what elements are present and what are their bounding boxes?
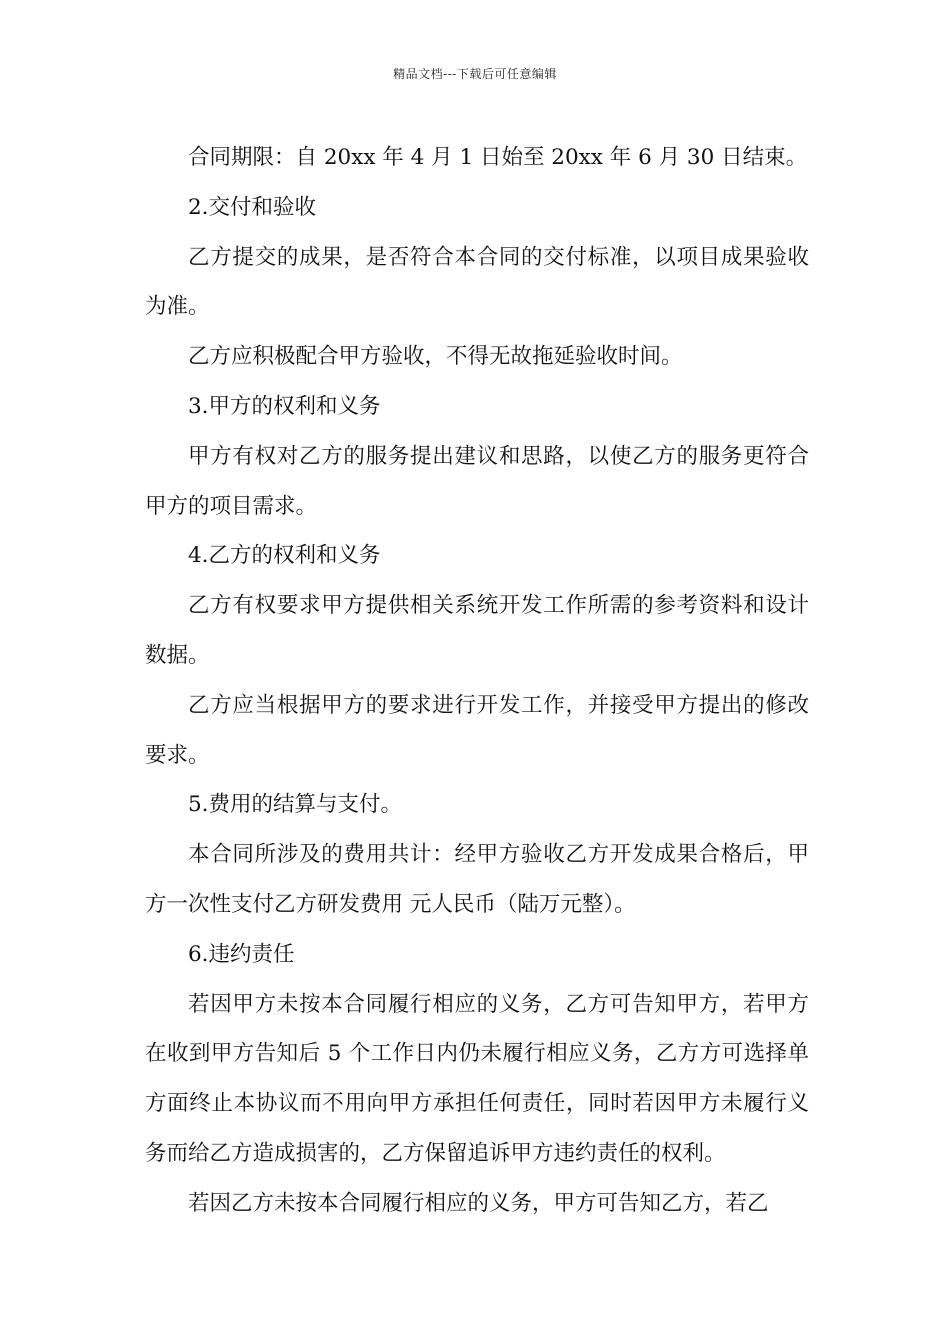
heading-party-b-rights: 4.乙方的权利和义务 xyxy=(188,543,381,569)
document-body xyxy=(145,133,809,1229)
heading-party-a-rights: 3.甲方的权利和义务 xyxy=(188,393,381,419)
paragraph-party-a-rights: 甲方有权对乙方的服务提出建议和思路，以使乙方的服务更符合甲方的项目需求。 xyxy=(145,443,809,519)
paragraph-acceptance-cooperation: 乙方应积极配合甲方验收，不得无故拖延验收时间。 xyxy=(188,344,683,370)
paragraph-contract-term: 合同期限：自 20xx 年 4 月 1 日始至 20xx 年 6 月 30 日结束。 xyxy=(188,145,808,170)
heading-delivery-acceptance: 2.交付和验收 xyxy=(188,194,317,220)
paragraph-party-b-duties: 乙方应当根据甲方的要求进行开发工作，并接受甲方提出的修改要求。 xyxy=(145,692,809,768)
paragraph-fee-settlement: 本合同所涉及的费用共计：经甲方验收乙方开发成果合格后，甲方一次性支付乙方研发费用 元人民币（陆万元整）。 xyxy=(145,842,809,917)
page-header: 精品文档---下载后可任意编辑 xyxy=(393,67,557,81)
paragraph-party-b-breach: 若因乙方未按本合同履行相应的义务，甲方可告知乙方，若乙 xyxy=(188,1190,769,1216)
paragraph-acceptance-standard: 乙方提交的成果，是否符合本合同的交付标准，以项目成果验收为准。 xyxy=(145,244,809,320)
paragraph-party-a-breach: 若因甲方未按本合同履行相应的义务，乙方可告知甲方，若甲方在收到甲方告知后 5 个工作日内仍未履行相应义务，乙方方可选择单方面终止本协议而不用向甲方承担任何责任，同时若因甲方未履行义务而给乙方造成损害的，乙方保留追诉甲方违约责任的权利。 xyxy=(145,991,809,1166)
heading-fee-settlement: 5.费用的结算与支付。 xyxy=(188,792,403,818)
paragraph-party-b-rights: 乙方有权要求甲方提供相关系统开发工作所需的参考资料和设计数据。 xyxy=(145,593,809,668)
heading-breach-liability: 6.违约责任 xyxy=(188,941,295,967)
